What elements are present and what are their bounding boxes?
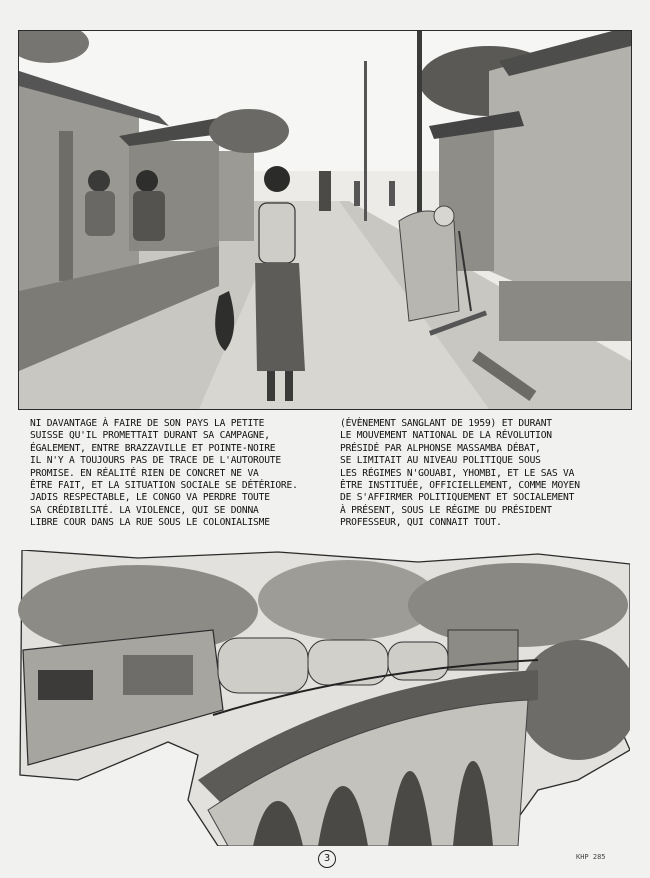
street-scene-panel <box>18 30 632 410</box>
caption-left: NI DAVANTAGE À FAIRE DE SON PAYS LA PETITE SUISSE QU'IL PROMETTAIT DURANT SA CAMPAGNE, ÉGALEMENT, ENTRE BRAZZAVILLE ET POINTE-NOIRE IL N'Y A TOUJOURS PAS DE TRACE DE L'AUTOROUTE PROMISE. EN RÉALITÉ RIEN DE CONCRET NE VA ÊTRE FAIT, ET LA SITUATION SOCIALE SE DÉTÉRIORE. JADIS RESPECTABLE, LE CONGO VA PERDRE TOUTE SA CRÉDIBILITÉ. LA VIOLENCE, QUI SE DONNA LIBRE COUR DANS LA RUE SOUS LE COLONIALISME <box>30 418 298 529</box>
street-scene-drawing <box>19 31 631 409</box>
train-viaduct-drawing <box>18 550 630 846</box>
artist-signature: KHP 285 <box>576 853 606 861</box>
train-viaduct-panel <box>18 550 630 846</box>
page-number: 3 <box>318 850 336 868</box>
caption-right: (ÉVÈNEMENT SANGLANT DE 1959) ET DURANT LE MOUVEMENT NATIONAL DE LA RÉVOLUTION PRÉSIDÉ PAR ALPHONSE MASSAMBA DÉBAT, SE LIMITAIT AU NIVEAU POLITIQUE SOUS LES RÉGIMES N'GOUABI, YHOMBI, ET LE SAS VA ÊTRE INSTITUÉE, OFFICIELLEMENT, COMME MOYEN DE S'AFFIRMER POLITIQUEMENT ET SOCIALEMENT À PRÉSENT, SOUS LE RÉGIME DU PRÉSIDENT PROFESSEUR, QUI CONNAIT TOUT. <box>340 418 580 529</box>
